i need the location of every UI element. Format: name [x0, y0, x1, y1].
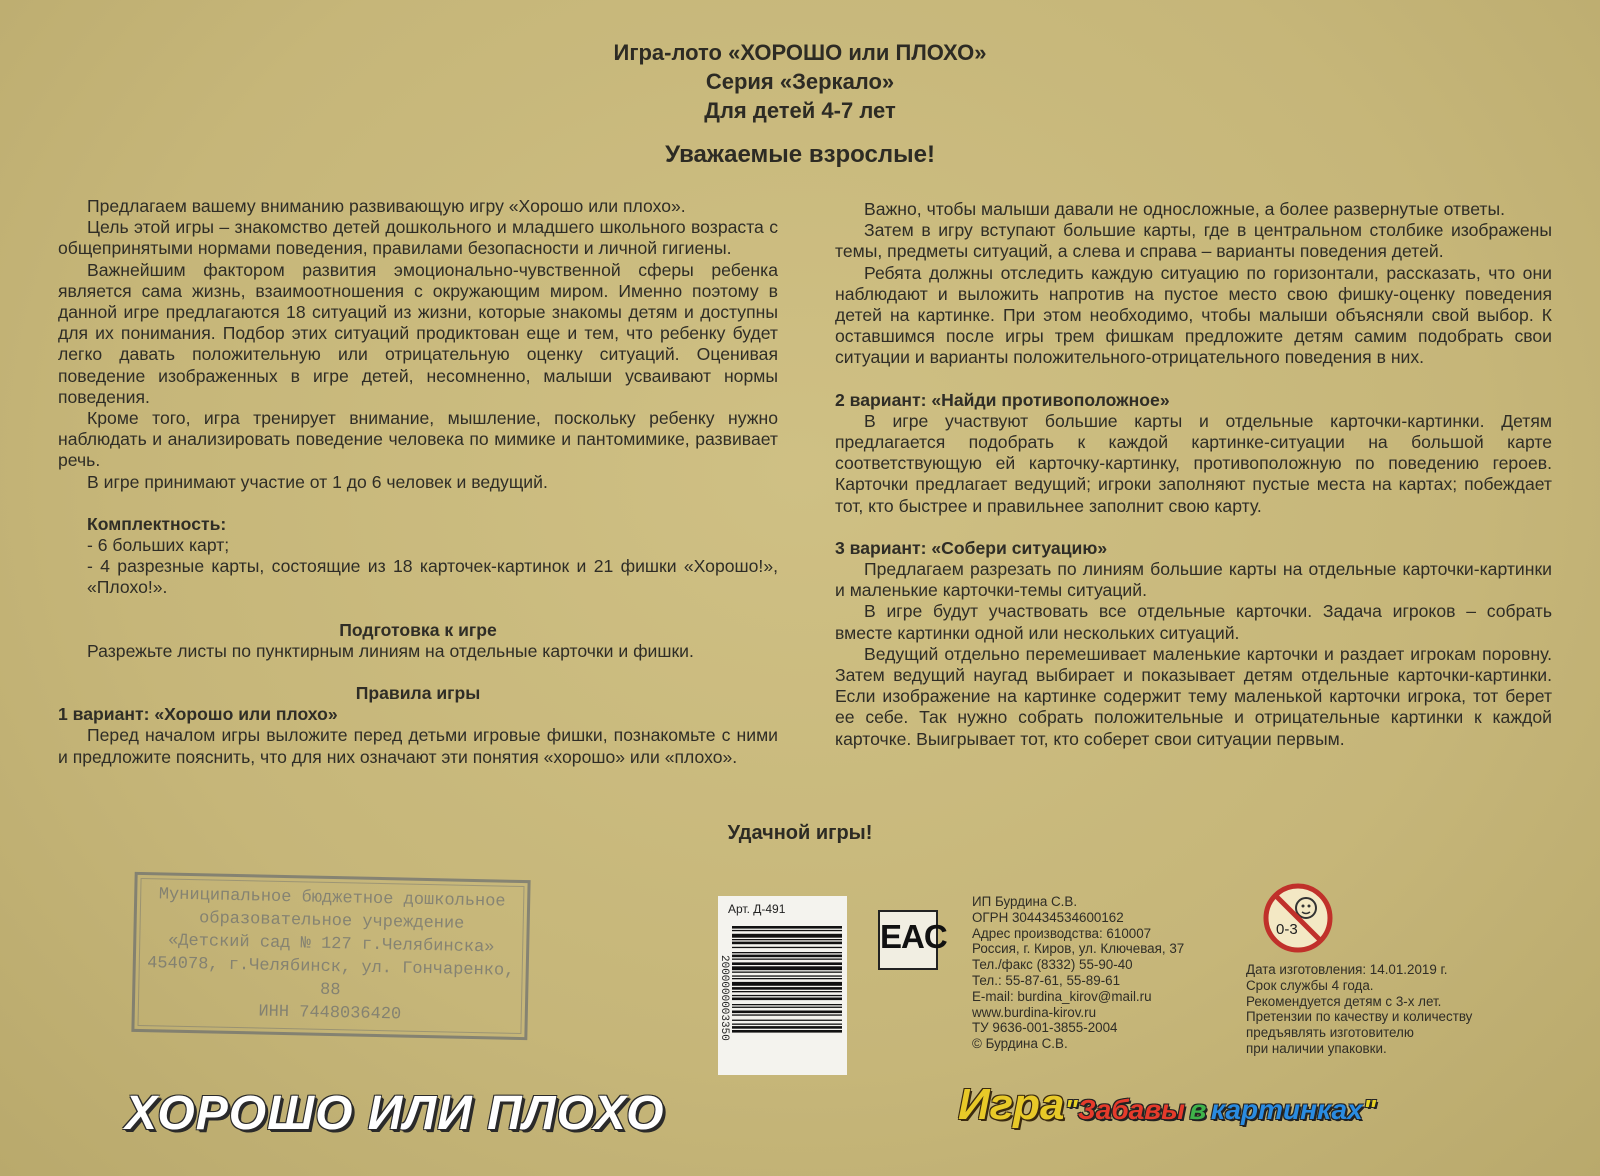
variant-1-heading: 1 вариант: «Хорошо или плохо» — [58, 704, 338, 725]
series-logo-quote: " — [1064, 1094, 1078, 1125]
product-info-line: Претензии по качеству и количеству — [1246, 1009, 1473, 1025]
greeting-heading: Уважаемые взрослые! — [665, 141, 935, 168]
paragraph: Предлагаем разрезать по линиям большие карты на отдельные карточки-картинки и маленькие карточки-темы ситуаций. — [835, 559, 1552, 601]
paragraph: В игре участвуют большие карты и отдельные карточки-картинки. Детям предлагается подобрать к каждой картинке-ситуации на большой карте соответствующую ей карточку-картинку, противоположную по поведению героев. Карточки предлагает ведущий; игроки заполняют пустые места на картах; побеждает тот, кто быстрее и правильнее заполнит свою карту. — [835, 410, 1552, 516]
title-line-1: Игра-лото «ХОРОШО или ПЛОХО» — [613, 40, 987, 65]
series-logo-igra: Игра — [958, 1080, 1065, 1129]
paragraph: Затем в игру вступают большие карты, где в центральном столбике изображены темы, предметы ситуаций, а слева и справа – варианты поведения детей. — [835, 220, 1552, 262]
product-info-line: Рекомендуется детям с 3-х лет. — [1246, 993, 1442, 1009]
barcode-icon — [732, 924, 842, 1070]
paragraph: Важнейшим фактором развития эмоционально-чувственной сферы ребенка является сама жизнь, взаимоотношения с окружающим миром. Именно поэтому в данной игре предлагаются 18 ситуаций из жизни, которые знакомы детям и доступны для их понимания. Подбор этих ситуаций продиктован еще и тем, что ребенку будет легко давать положительную или отрицательную оценку ситуаций. Оценивая поведение изображенных в игре детей, несомненно, малыши усваивают нормы поведения. — [58, 259, 778, 407]
manufacturer-line: E-mail: burdina_kirov@mail.ru — [972, 988, 1152, 1004]
paragraph: Ведущий отдельно перемешивает маленькие карточки и раздает игрокам поровну. Затем ведущий наугад выбирает и показывает детям отдельные карточки-картинки. Если изображение на картинке содержит тему маленькой карточки игрока, тот берет ее себе. Так нужно собрать положительные и отрицательные картинки к каждой карточке. Выигрывает тот, кто соберет свои ситуации первым. — [835, 643, 1552, 749]
series-logo — [958, 1080, 1376, 1130]
manufacturer-line: Адрес производства: 610007 — [972, 925, 1152, 941]
manufacturer-info — [972, 894, 1184, 1052]
prep-heading: Подготовка к игре — [339, 619, 497, 640]
stamp-line: ИНН 7448036420 — [258, 1002, 402, 1025]
stamp-line: образовательное учреждение — [198, 909, 465, 934]
paragraph: Цель этой игры – знакомство детей дошкольного и младшего школьного возраста с общепринятыми нормами поведения, правилами безопасности и личной гигиены. — [58, 217, 778, 259]
stamp-line: 454078, г.Челябинск, ул. Гончаренко, 88 — [146, 954, 515, 1001]
paragraph: В игре будут участвовать все отдельные карточки. Задача игроков – собрать вместе картинки одной или нескольких ситуаций. — [835, 601, 1552, 643]
paragraph: Важно, чтобы малыши давали не односложные, а более развернутые ответы. — [864, 199, 1505, 219]
series-logo-quote: " — [1362, 1094, 1376, 1125]
product-brand-title: ХОРОШО ИЛИ ПЛОХО — [125, 1087, 665, 1140]
title-line-3: Для детей 4-7 лет — [704, 98, 896, 123]
paragraph: Предлагаем вашему вниманию развивающую игру «Хорошо или плохо». — [87, 196, 686, 216]
manufacturer-line: Россия, г. Киров, ул. Ключевая, 37 — [972, 941, 1185, 957]
left-column — [58, 196, 778, 768]
right-column — [835, 199, 1552, 750]
variant-2-heading: 2 вариант: «Найди противоположное» — [835, 389, 1170, 410]
series-logo-word: Забавы — [1077, 1094, 1186, 1125]
stamp-line: Муниципальное бюджетное дошкольное — [158, 885, 506, 912]
barcode-digits: 2000000003350 — [718, 955, 730, 1041]
title-line-2: Серия «Зеркало» — [705, 69, 895, 94]
product-info-line: Срок службы 4 года. — [1246, 977, 1374, 993]
manufacturer-line: © Бурдина С.В. — [972, 1036, 1068, 1052]
institution-stamp — [131, 872, 530, 1040]
product-info-line: Дата изготовления: 14.01.2019 г. — [1246, 962, 1448, 977]
product-info — [1246, 962, 1472, 1057]
manufacturer-line: www.burdina-kirov.ru — [972, 1004, 1097, 1020]
kit-item: - 4 разрезные карты, состоящие из 18 карточек-картинок и 21 фишки «Хорошо!», «Плохо!». — [87, 556, 778, 598]
series-logo-word: картинках — [1210, 1094, 1363, 1125]
age-label: 0-3 — [1276, 921, 1298, 938]
paragraph: В игре принимают участие от 1 до 6 человек и ведущий. — [87, 471, 548, 492]
paragraph: Разрежьте листы по пунктирным линиям на отдельные карточки и фишки. — [87, 640, 694, 661]
manufacturer-line: ТУ 9636-001-3855-2004 — [972, 1020, 1118, 1036]
barcode-label — [718, 896, 847, 1075]
rules-heading: Правила игры — [355, 683, 481, 704]
eac-mark-icon — [878, 910, 947, 970]
stamp-line: «Детский сад № 127 г.Челябинска» — [167, 931, 495, 958]
variant-3-heading: 3 вариант: «Собери ситуацию» — [835, 537, 1108, 558]
article-number: Арт. Д-491 — [728, 902, 786, 916]
kit-item: - 6 больших карт; — [87, 535, 230, 556]
manufacturer-line: Тел.: 55-87-61, 55-89-61 — [972, 972, 1121, 988]
manufacturer-line: Тел./факс (8332) 55-90-40 — [972, 957, 1133, 973]
paragraph: Перед началом игры выложите перед детьми игровые фишки, познакомьте с ними и предложите пояснить, что для них означают эти понятия «хорошо» или «плохо». — [58, 725, 778, 767]
series-logo-word: в — [1189, 1094, 1207, 1125]
eac-text: EAC — [880, 918, 947, 955]
kit-heading: Комплектность: — [87, 513, 227, 534]
title-block — [0, 38, 1600, 125]
paragraph: Ребята должны отследить каждую ситуацию по горизонтали, рассказать, что они наблюдают и выложить напротив на пустое место свою фишку-оценку поведения детей на картинке. При этом необходимо, чтобы малыши объясняли свой выбор. К оставшимся после игры трем фишкам предложите детям самим подобрать свои ситуации и варианты положительного-отрицательного поведения в них. — [835, 262, 1552, 368]
product-info-line: предъявлять изготовителю — [1246, 1025, 1414, 1041]
product-info-line: при наличии упаковки. — [1246, 1040, 1387, 1056]
closing-text: Удачной игры! — [727, 822, 873, 844]
manufacturer-line: ИП Бурдина С.В. — [972, 894, 1078, 909]
paragraph: Кроме того, игра тренирует внимание, мышление, поскольку ребенку нужно наблюдать и анализировать поведение человека по мимике и пантомимике, развивает речь. — [58, 408, 778, 471]
manufacturer-line: ОГРН 304434534600162 — [972, 909, 1124, 925]
no-under-3-icon — [1262, 882, 1334, 954]
